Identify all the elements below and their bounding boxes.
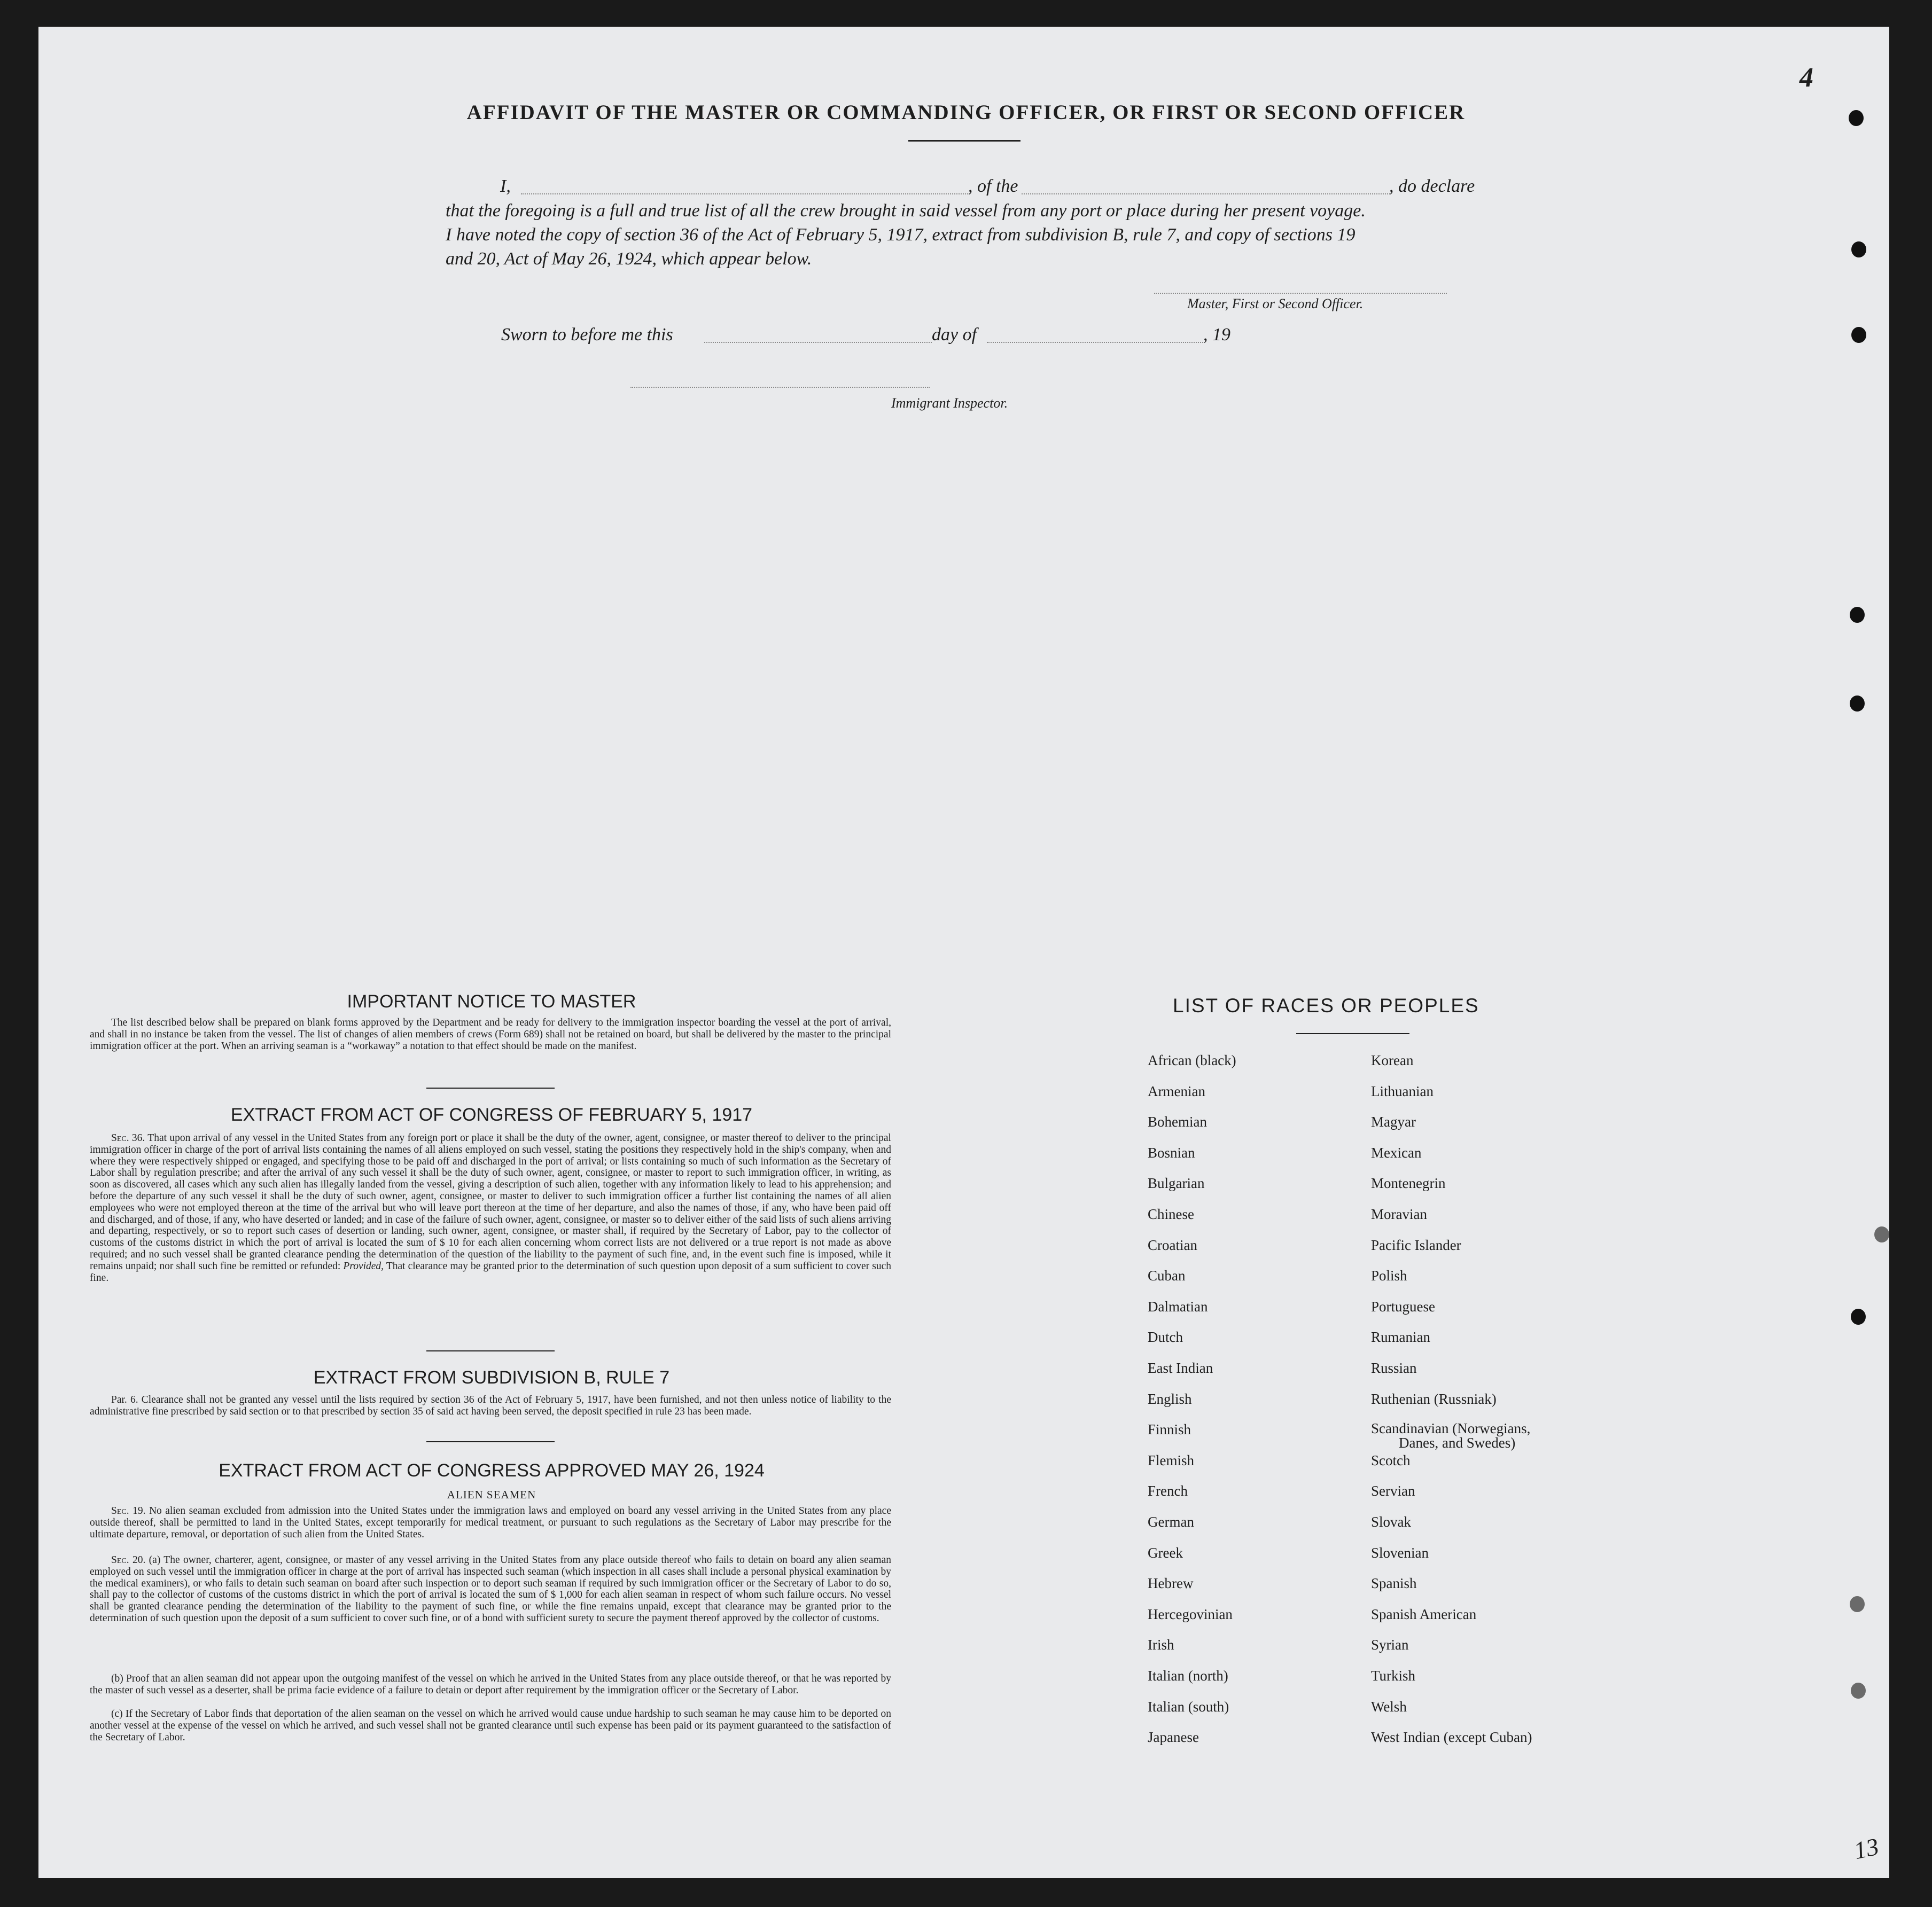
- race-item: Greek: [1148, 1544, 1183, 1561]
- extract-1917-body: That upon arrival of any vessel in the United States from any foreign port or place it shall be the duty of the owner, agent, consignee, or master thereof to deliver to the principal immigration officer in charge of the port of arrival lists containing the names of all aliens employed on such vessel, stating the positions they respectively hold in the ship's company, when and where they were respectively shipped or engaged, and specifying those to be paid off and discharged in the port of arrival; or lists containing so much of such information as the Secretary of Labor shall by regulation prescribe; and after the arrival of any such vessel it shall be the duty of such owner, agent, consignee, or master to report to such immigration officer, in writing, as soon as discovered, all cases which any such alien has illegally landed from the vessel, giving a description of such alien, together with any information likely to lead to his apprehension; and before the departure of any such vessel it shall be the duty of such owner, agent, consignee, or master to deliver to such immigration officer a further list containing the names of all alien employees who were not employed thereon at the time of the arrival but who will leave port thereon at the time of her departure, and also the names of those, if any, who have been paid off and discharged, and of those, if any, who have deserted or landed; and in case of the failure of such owner, agent, consignee, or master so to deliver either of the said lists of such aliens arriving and departing, respectively, or so to report such cases of desertion or landing, such owner, agent, consignee, or master shall, if required by the Secretary of Labor, pay to the collector of customs of the customs district in which the port of arrival is located the sum of $ 10 for each alien concerning whom correct lists are not delivered or a true report is not made as above required; and no such vessel shall be granted clearance pending the determination of the question of the liability to the payment of such fine, and, in the event such fine is imposed, while it remains unpaid; nor shall such fine be remitted or refunded:: [90, 1132, 891, 1272]
- punch-hole: [1851, 1683, 1866, 1699]
- inspector-signature-field: [630, 387, 930, 388]
- race-item: Bulgarian: [1148, 1175, 1205, 1192]
- race-item: Hebrew: [1148, 1575, 1194, 1592]
- extract-1917-title: EXTRACT FROM ACT OF CONGRESS OF FEBRUARY 5, 1917: [230, 1105, 753, 1125]
- sec20b-text: (b) Proof that an alien seaman did not appear upon the outgoing manifest of the vessel on which he arrived in the United States from any place outside thereof, or that he was reported by the master of such vessel as a deserter, shall be prima facie evidence of a failure to detain or deport after requirement by the immigration officer or the Secretary of Labor.: [90, 1673, 891, 1696]
- declare-line-end: , do declare: [1389, 176, 1475, 196]
- race-item: Spanish American: [1371, 1606, 1477, 1622]
- title-underline: [908, 140, 1020, 142]
- section-divider: [426, 1088, 555, 1089]
- inspector-signature-label: Immigrant Inspector.: [891, 395, 1008, 411]
- master-signature-field: [1154, 293, 1447, 294]
- sec20a-body: (a) The owner, charterer, agent, consignee, or master of any vessel arriving in the United States from any place outside thereof who fails to detain on board any alien seaman employed on such vessel until the immigration officer in charge at the port of arrival has inspected such seaman (which inspection in all cases shall include a personal physical examination by the medical examiners), or who fails to detain such seaman on board after such inspection or to deport such seaman if required by such immigration officer or the Secretary of Labor to do so, shall pay to the collector of customs of the customs district in which the port of arrival is located the sum of $ 1,000 for each alien seaman in respect of whom such failure occurs. No vessel shall be granted clearance pending the determination of the liability to the payment of such fine, or while the fine remains unpaid, except that clearance may be granted prior to the determination of such question upon the deposit of a sum sufficient to cover such fine, or of a bond with sufficient surety to secure the payment thereof approved by the collector of customs.: [90, 1554, 891, 1624]
- race-item: Scandinavian (Norwegians, Danes, and Swedes): [1371, 1420, 1531, 1451]
- sworn-start: Sworn to before me this: [501, 325, 673, 345]
- race-item: Dutch: [1148, 1329, 1183, 1346]
- race-item: Japanese: [1148, 1729, 1199, 1746]
- rule7-title: EXTRACT FROM SUBDIVISION B, RULE 7: [313, 1367, 670, 1388]
- race-item: West Indian (except Cuban): [1371, 1729, 1532, 1746]
- race-item: English: [1148, 1390, 1192, 1407]
- declare-line-start: I,: [500, 176, 511, 196]
- corner-mark-top: 4: [1799, 62, 1813, 93]
- race-item: Turkish: [1371, 1668, 1416, 1684]
- extract-1917-section-label: Sec. 36.: [111, 1132, 145, 1144]
- race-item: Rumanian: [1371, 1329, 1430, 1346]
- punch-hole: [1851, 327, 1866, 343]
- sworn-day-label: day of: [932, 325, 977, 345]
- bleed-through-area: [509, 427, 521, 446]
- race-item: Dalmatian: [1148, 1298, 1208, 1315]
- declare-line-3: I have noted the copy of section 36 of the Act of February 5, 1917, extract from subdivision B, rule 7, and copy of sections 19: [446, 225, 1355, 245]
- officer-name-field: [521, 193, 970, 194]
- race-item: Pacific Islander: [1371, 1237, 1461, 1253]
- race-item: Korean: [1371, 1052, 1414, 1068]
- race-item: Moravian: [1371, 1206, 1427, 1222]
- sec20a-text: [90, 1554, 891, 1624]
- race-item: Chinese: [1148, 1206, 1194, 1222]
- sec20-label: Sec. 20.: [111, 1554, 146, 1566]
- race-item: Welsh: [1371, 1698, 1407, 1715]
- race-item: Bohemian: [1148, 1114, 1207, 1130]
- race-item: Scotch: [1371, 1452, 1411, 1468]
- race-item: Syrian: [1371, 1637, 1409, 1653]
- master-signature-label: Master, First or Second Officer.: [1187, 296, 1364, 311]
- race-item: Lithuanian: [1371, 1083, 1434, 1099]
- sec19-label: Sec. 19.: [111, 1505, 146, 1517]
- race-item: Montenegrin: [1371, 1175, 1446, 1192]
- race-item: Armenian: [1148, 1083, 1205, 1099]
- punch-hole: [1851, 241, 1866, 257]
- race-item: Ruthenian (Russniak): [1371, 1390, 1497, 1407]
- extract-1917-proviso-label: Provided,: [343, 1260, 384, 1272]
- races-title-underline: [1296, 1033, 1409, 1034]
- notice-text: The list described below shall be prepared on blank forms approved by the Department and be ready for delivery to the immigration inspector boarding the vessel at the port of arrival, and shall in no instance be taken from the vessel. The list of changes of alien members of crews (Form 689) shall not be retained on board, but shall be delivered by the master to the principal immigration officer at the port. When an arriving seaman is a “workaway” a notation to that effect should be made on the manifest.: [90, 1017, 891, 1052]
- race-item: Magyar: [1371, 1114, 1416, 1130]
- races-title: LIST OF RACES OR PEOPLES: [1173, 995, 1479, 1017]
- race-item: German: [1148, 1514, 1194, 1530]
- punch-hole: [1850, 1596, 1865, 1612]
- sec19-text: [90, 1505, 891, 1540]
- sworn-month-field: [987, 342, 1203, 343]
- punch-hole: [1850, 607, 1865, 623]
- extract-1917-text: [90, 1132, 891, 1284]
- race-item: Bosnian: [1148, 1144, 1195, 1161]
- alien-seamen-subtitle: ALIEN SEAMEN: [447, 1488, 536, 1501]
- race-item: Slovak: [1371, 1514, 1412, 1530]
- race-item: Italian (north): [1148, 1668, 1228, 1684]
- race-item: Polish: [1371, 1268, 1407, 1284]
- section-divider: [426, 1441, 555, 1442]
- race-item: Cuban: [1148, 1268, 1186, 1284]
- race-item: Servian: [1371, 1483, 1415, 1499]
- corner-mark-bottom: 13: [1851, 1832, 1881, 1865]
- race-item: African (black): [1148, 1052, 1236, 1068]
- vessel-name-field: [1022, 193, 1390, 194]
- declare-line-mid: , of the: [968, 176, 1018, 196]
- sec20c-text: (c) If the Secretary of Labor finds that deportation of the alien seaman on the vessel on which he arrived would cause undue hardship to such seaman he may cause him to be deported on another vessel at the expense of the vessel on which he arrived, and such vessel shall not be granted clearance until such expense has been paid or its payment guaranteed to the satisfaction of the Secretary of Labor.: [90, 1708, 891, 1743]
- race-item: Croatian: [1148, 1237, 1197, 1253]
- race-item: East Indian: [1148, 1360, 1213, 1376]
- affidavit-title: AFFIDAVIT OF THE MASTER OR COMMANDING OFFICER, OR FIRST OR SECOND OFFICER: [466, 101, 1466, 124]
- extract-1924-title: EXTRACT FROM ACT OF CONGRESS APPROVED MAY 26, 1924: [219, 1460, 765, 1481]
- race-item: French: [1148, 1483, 1188, 1499]
- race-item: Flemish: [1148, 1452, 1195, 1468]
- sworn-year-label: , 19: [1203, 325, 1230, 345]
- extract-1917-proviso: That clearance may be granted prior to the determination of such question upon deposit of a sum sufficient to cover such fine.: [90, 1260, 891, 1284]
- punch-hole: [1850, 695, 1865, 712]
- race-item: Italian (south): [1148, 1698, 1229, 1715]
- race-item: Slovenian: [1371, 1544, 1429, 1561]
- declare-line-4: and 20, Act of May 26, 1924, which appear below.: [446, 249, 812, 269]
- punch-hole: [1851, 1309, 1866, 1325]
- declare-line-2: that the foregoing is a full and true list of all the crew brought in said vessel from any port or place during her present voyage.: [446, 201, 1366, 221]
- sec19-body: No alien seaman excluded from admission into the United States under the immigration laws and employed on board any vessel arriving in the United States from any place outside thereof, shall be permitted to land in the United States, except temporarily for medical treatment, or pursuant to such regulations as the Secretary of Labor may prescribe for the ultimate departure, removal, or deportation of such alien from the United States.: [90, 1505, 891, 1540]
- notice-title: IMPORTANT NOTICE TO MASTER: [347, 991, 636, 1012]
- sworn-day-field: [704, 342, 932, 343]
- section-divider: [426, 1350, 555, 1351]
- race-item: Portuguese: [1371, 1298, 1435, 1315]
- race-item: Hercegovinian: [1148, 1606, 1233, 1622]
- punch-hole: [1874, 1226, 1889, 1242]
- race-item: Spanish: [1371, 1575, 1417, 1592]
- race-item: Irish: [1148, 1637, 1174, 1653]
- rule7-text: Par. 6. Clearance shall not be granted any vessel until the lists required by section 36 of the Act of February 5, 1917, have been furnished, and not then unless notice of liability to the administrative fine prescribed by said section or to that prescribed by section 35 of said act having been served, the deposit specified in rule 23 has been made.: [90, 1394, 891, 1417]
- race-item: Russian: [1371, 1360, 1417, 1376]
- race-item: Finnish: [1148, 1421, 1191, 1438]
- race-item: Mexican: [1371, 1144, 1422, 1161]
